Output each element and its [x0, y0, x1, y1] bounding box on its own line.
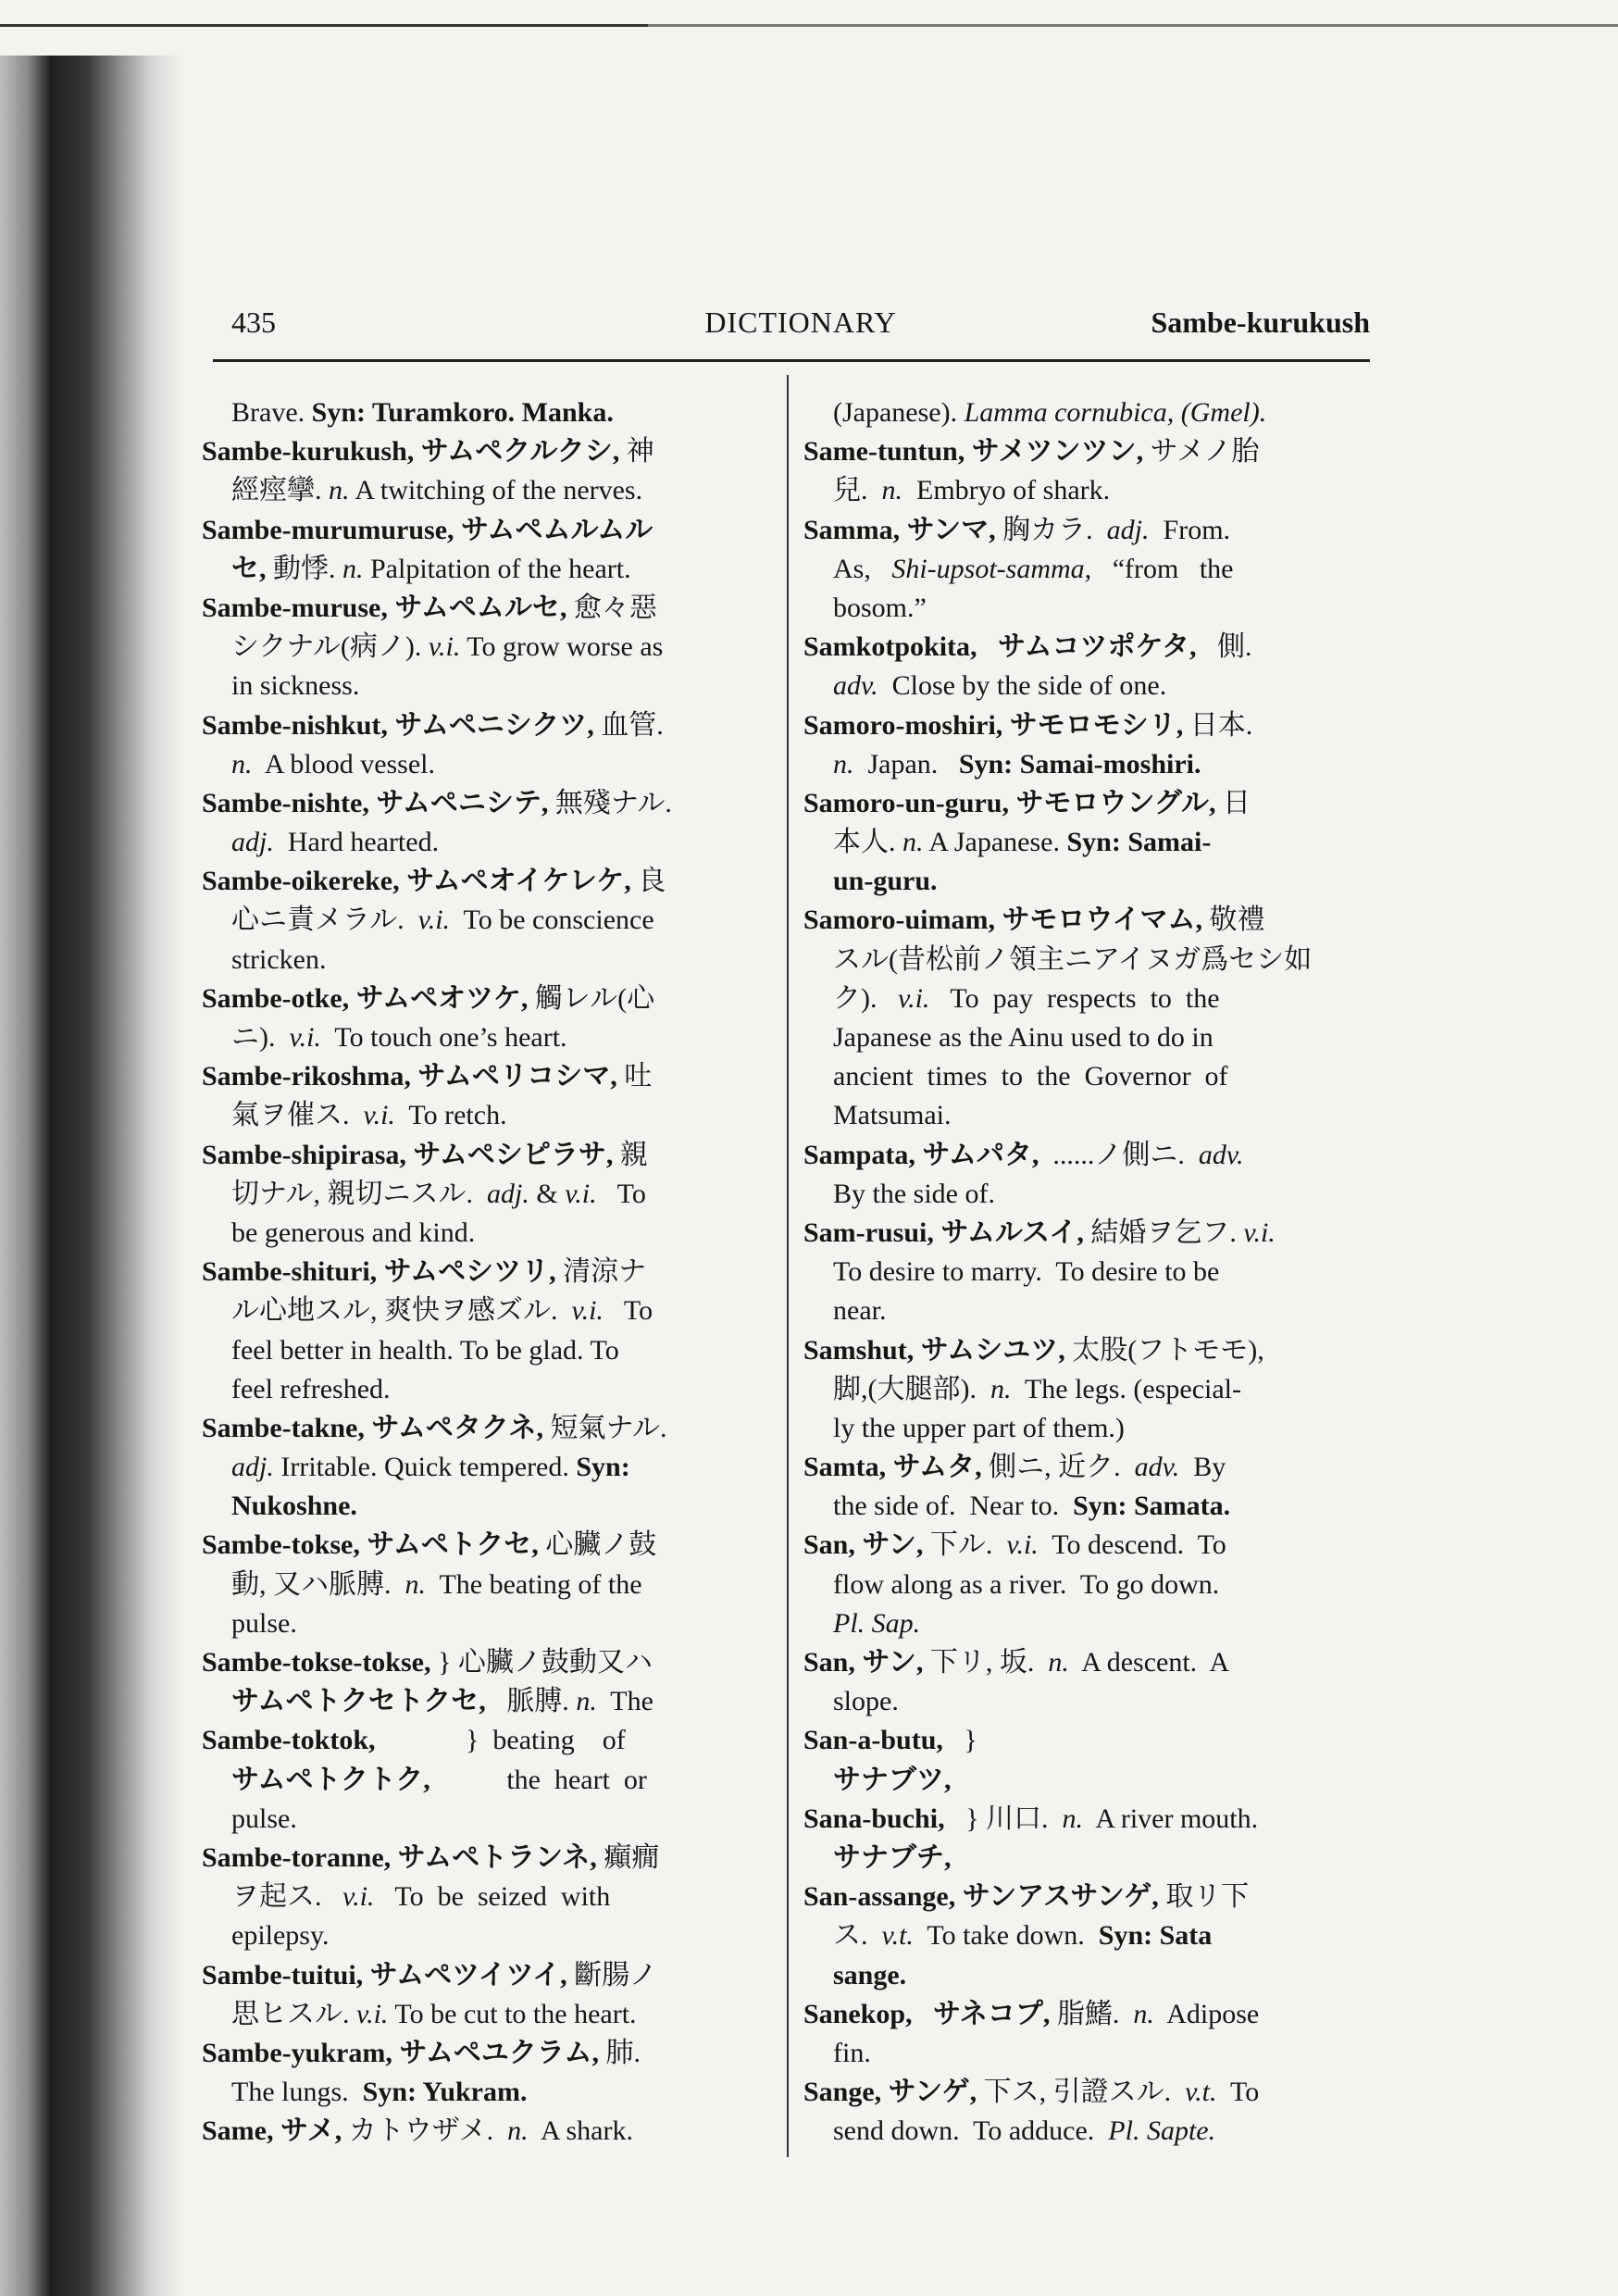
definition-text: A blood vessel. [252, 748, 436, 780]
headword-text: Sambe-tokse, サムペトクセ, [202, 1529, 546, 1561]
definition-text: 脚,(大腿部). [833, 1373, 990, 1404]
definition-text: epilepsy. [231, 1920, 330, 1952]
entry-headword-line [202, 1956, 776, 1995]
definition-text: 心ニ責メラル. [231, 905, 418, 936]
entry-continuation-line [803, 745, 1377, 784]
left-column [202, 393, 776, 2151]
grammar-label: v.i. [342, 1881, 375, 1913]
headword-text: サナブチ, [833, 1841, 952, 1873]
definition-text: By [1179, 1452, 1226, 1483]
grammar-label: v.i. [571, 1295, 604, 1327]
definition-text: Brave. [231, 397, 312, 428]
definition-text: The [596, 1686, 653, 1717]
definition-text: To pay respects to the [929, 982, 1220, 1014]
definition-text: the side of. Near to. [833, 1491, 1074, 1522]
definition-text: 切ナル, 親切ニスル. [231, 1178, 487, 1209]
definition-text: 吐 [624, 1061, 653, 1092]
entry-headword-line [202, 706, 776, 745]
entry-continuation-line [202, 1487, 776, 1526]
entry-continuation-line [202, 745, 776, 784]
definition-text: 觸レル(心 [534, 982, 655, 1014]
definition-text: ancient times to the Governor of [833, 1061, 1228, 1092]
entry-headword-line [202, 784, 776, 823]
headword-text: Sange, サンゲ, [803, 2077, 984, 2108]
grammar-label: Lamma cornubica, (Gmel). [964, 397, 1267, 428]
entry-headword-line [803, 1721, 1377, 1760]
headword-text: Sambe-kurukush, サムペクルクシ, [202, 436, 627, 468]
entry-headword-line [202, 589, 776, 628]
grammar-label: n. [1062, 1803, 1083, 1834]
entry-headword-line [202, 2034, 776, 2073]
entry-continuation-line [202, 823, 776, 862]
definition-text: 太股(フトモモ), [1072, 1334, 1264, 1366]
entry-continuation-line [803, 823, 1377, 862]
definition-text: Embryo of shark. [902, 475, 1111, 506]
definition-text: To desire to marry. To desire to be [833, 1256, 1220, 1288]
grammar-label: adv. [833, 670, 878, 702]
definition-text: カトウザメ. [348, 2115, 508, 2147]
entry-continuation-line [803, 1956, 1377, 1995]
grammar-label: adv. [1198, 1139, 1244, 1170]
definition-text: ル心地スル, 爽快ヲ感ズル. [231, 1295, 572, 1327]
grammar-label: v.i. [1006, 1529, 1039, 1561]
entry-headword-line [803, 1995, 1377, 2034]
entry-headword-line [202, 432, 776, 471]
grammar-label: n. [329, 475, 350, 506]
definition-text: To be seized with [374, 1881, 611, 1913]
definition-text: (Japanese). [833, 397, 965, 428]
definition-text: 癲癇 [604, 1841, 660, 1873]
definition-text: } 川口. [952, 1803, 1063, 1834]
headword-text: Nukoshne. [231, 1491, 357, 1522]
entry-continuation-line [803, 393, 1377, 432]
entry-continuation-line [803, 1018, 1377, 1057]
grammar-label: v.i. [1243, 1217, 1276, 1248]
entry-headword-line [803, 1878, 1377, 1916]
entry-continuation-line [202, 667, 776, 705]
headword-text: Sanekop, サネコプ, [803, 1998, 1057, 2029]
definition-text: send down. To adduce. [833, 2115, 1109, 2147]
definition-text: ly the upper part of them.) [833, 1412, 1125, 1443]
entry-headword-line [202, 1643, 776, 1682]
entry-headword-line [202, 1721, 776, 1760]
entry-headword-line [803, 1800, 1377, 1839]
entry-continuation-line [202, 1018, 776, 1057]
grammar-label: n. [989, 1373, 1012, 1404]
definition-text: 思ヒスル. [231, 1998, 356, 2029]
entry-headword-line [803, 1643, 1377, 1682]
entry-continuation-line [202, 471, 776, 510]
entry-continuation-line [202, 1604, 776, 1643]
header-rule [213, 359, 1370, 362]
definition-text: シクナル(病ノ). [231, 631, 429, 663]
headword-text: サナブツ, [833, 1764, 952, 1795]
definition-text: } [950, 1725, 977, 1756]
headword-text: Sambe-rikoshma, サムペリコシマ, [202, 1061, 625, 1092]
definition-text: 血管. [601, 709, 664, 741]
grammar-label: v.i. [363, 1100, 395, 1131]
headword-text: Sambe-takne, サムペタクネ, [202, 1412, 551, 1443]
column-divider [787, 375, 789, 2157]
grammar-label: v.i. [565, 1178, 597, 1209]
entry-continuation-line [803, 1604, 1377, 1643]
entry-continuation-line [202, 1682, 776, 1721]
definition-text: 良 [638, 866, 666, 897]
headword-text: sange. [833, 1959, 907, 1990]
grammar-label: Shi-upsot-samma, [891, 553, 1092, 584]
entry-continuation-line [803, 1292, 1377, 1330]
headword-text: San, サン, [803, 1647, 930, 1678]
headword-text: un-guru. [833, 866, 938, 897]
entry-continuation-line [803, 2112, 1377, 2151]
definition-text: 動, 又ハ脈膊. [231, 1568, 405, 1600]
headword-text: Syn: Yukram. [362, 2077, 528, 2108]
definition-text: 短氣ナル. [550, 1412, 667, 1443]
entry-continuation-line [202, 2073, 776, 2112]
headword-text: Samshut, サムシユツ, [803, 1334, 1073, 1366]
headword-text: Samta, サムタ, [803, 1452, 989, 1483]
grammar-label: adj. [231, 1452, 274, 1483]
grammar-label: n. [1133, 1998, 1154, 2029]
entry-continuation-line [803, 1566, 1377, 1604]
grammar-label: n. [902, 827, 924, 858]
definition-text: 胸カラ. [1002, 514, 1107, 545]
entry-continuation-line [202, 550, 776, 589]
definition-text: & [529, 1178, 566, 1209]
definition-text: 敬禮 [1209, 905, 1265, 936]
definition-text: To [1216, 2077, 1260, 2108]
definition-text: be generous and kind. [231, 1217, 476, 1248]
headword-text: Same-tuntun, サメツンツン, [803, 436, 1151, 468]
grammar-label: v.i. [356, 1998, 389, 2029]
definition-text: Irritable. Quick tempered. [273, 1452, 577, 1483]
definition-text: To [596, 1178, 646, 1209]
entry-continuation-line [803, 471, 1377, 510]
grammar-label: v.i. [428, 631, 461, 663]
definition-text: As, [833, 553, 892, 584]
definition-text: A Japanese. [923, 827, 1067, 858]
definition-text: 下ル. [929, 1529, 1007, 1561]
grammar-label: n. [342, 553, 364, 584]
entry-headword-line [803, 432, 1377, 471]
headword-text: Same, サメ, [202, 2115, 349, 2147]
grammar-label: adj. [231, 827, 274, 858]
definition-text: To retch. [394, 1100, 507, 1131]
entry-continuation-line [803, 1175, 1377, 1214]
headword-text: Sambe-tokse-tokse, [202, 1647, 438, 1678]
definition-text: 無殘ナル. [554, 787, 672, 818]
entry-headword-line [803, 2073, 1377, 2112]
definition-text: Hard hearted. [273, 827, 440, 858]
entry-continuation-line [202, 1096, 776, 1135]
headword-text: Sampata, サムパタ, [803, 1139, 1046, 1170]
entry-headword-line [202, 2112, 776, 2151]
entry-continuation-line [202, 628, 776, 667]
grammar-label: Pl. Sapte. [1108, 2115, 1216, 2147]
definition-text: To [603, 1295, 653, 1327]
entry-headword-line [803, 901, 1377, 940]
headword-text: San-assange, サンアスサンゲ, [803, 1881, 1166, 1913]
definition-text: Palpitation of the heart. [363, 553, 631, 584]
grammar-label: n. [404, 1568, 426, 1600]
entry-continuation-line [803, 980, 1377, 1018]
definition-text: 神 [626, 436, 654, 468]
definition-text: 肺. [605, 2037, 641, 2068]
entry-continuation-line [202, 1800, 776, 1839]
entry-headword-line [803, 1448, 1377, 1487]
definition-text: 取リ下 [1165, 1881, 1250, 1913]
page-number: 435 [231, 306, 276, 339]
headword-text: Samma, サンマ, [803, 514, 1003, 545]
definition-text: 氣ヲ催ス. [231, 1100, 364, 1131]
grammar-label: n. [833, 748, 854, 780]
grammar-label: v.i. [417, 905, 451, 936]
headword-text: Sam-rusui, サムルスイ, [803, 1217, 1091, 1248]
entry-headword-line [202, 1526, 776, 1565]
headword-text: Sambe-toktok, [202, 1725, 383, 1756]
headword-text: セ, [231, 553, 273, 584]
definition-text: ヲ起ス. [231, 1881, 342, 1913]
entry-continuation-line [202, 901, 776, 940]
headword-text: Syn: [576, 1452, 630, 1483]
headword-text: Sambe-otke, サムペオツケ, [202, 982, 535, 1014]
definition-text: ......ノ側ニ. [1045, 1139, 1199, 1170]
definition-text: To descend. To [1038, 1529, 1226, 1561]
grammar-label: v.i. [289, 1022, 321, 1053]
entry-headword-line [202, 1136, 776, 1175]
headword-text: Sambe-oikereke, サムペオイケレケ, [202, 866, 639, 897]
definition-text: To touch one’s heart. [320, 1022, 567, 1053]
headword-text: Syn: Sata [1098, 1920, 1213, 1952]
headword-text: Sambe-murumuruse, サムペムルムル [202, 514, 653, 545]
entry-continuation-line [803, 667, 1377, 705]
definition-text: To be conscience [450, 905, 654, 936]
definition-text: 經痙攣. [231, 475, 329, 506]
headword-text: Sambe-nishte, サムペニシテ, [202, 787, 555, 818]
entry-headword-line [803, 784, 1377, 823]
headword-text: Sambe-shituri, サムペシツリ, [202, 1256, 564, 1288]
headword-text: Sambe-toranne, サムペトランネ, [202, 1841, 604, 1873]
entry-headword-line [803, 1136, 1377, 1175]
headword-text: San-a-butu, [803, 1725, 951, 1756]
entry-continuation-line [803, 2034, 1377, 2073]
entry-continuation-line [803, 1839, 1377, 1878]
headword-text: Sana-buchi, [803, 1803, 952, 1834]
definition-text: 愈々惡 [573, 592, 657, 623]
entry-headword-line [202, 862, 776, 901]
definition-text: A shark. [528, 2115, 633, 2147]
right-column [803, 393, 1377, 2151]
entry-continuation-line [803, 1057, 1377, 1096]
headword-text: Sambe-muruse, サムペムルセ, [202, 592, 574, 623]
definition-text: 側. [1203, 631, 1252, 663]
entry-continuation-line [202, 1370, 776, 1409]
definition-text: 日 [1222, 787, 1251, 818]
definition-text: bosom.” [833, 592, 927, 623]
entry-headword-line [803, 1331, 1377, 1370]
grammar-label: n. [231, 748, 253, 780]
entry-continuation-line [803, 1682, 1377, 1721]
definition-text: 脈膊. [492, 1686, 577, 1717]
definition-text: near. [833, 1295, 887, 1327]
definition-text: stricken. [231, 943, 327, 975]
headword-text: Samoro-un-guru, サモロウングル, [803, 787, 1223, 818]
definition-text: feel better in health. To be glad. To [231, 1334, 619, 1366]
entry-headword-line [803, 1214, 1377, 1253]
headword-text: Samkotpokita, サムコツポケタ, [803, 631, 1204, 663]
definition-text: ス. [833, 1920, 882, 1952]
entry-continuation-line [202, 1878, 776, 1916]
running-title: DICTIONARY [704, 306, 897, 339]
entry-continuation-line [803, 1370, 1377, 1409]
entry-headword-line [803, 706, 1377, 745]
headword-text: サムペトクセトクセ, [231, 1686, 493, 1717]
definition-text: 親 [619, 1139, 648, 1170]
definition-text: ク). [833, 982, 898, 1014]
entry-continuation-line [803, 1487, 1377, 1526]
definition-text: 兒. [833, 475, 882, 506]
definition-text: Japanese as the Ainu used to do in [833, 1022, 1214, 1053]
entry-continuation-line [202, 1331, 776, 1370]
entry-continuation-line [202, 1916, 776, 1955]
definition-text: Close by the side of one. [877, 670, 1167, 702]
entry-continuation-line [202, 1292, 776, 1330]
headword-text: Samoro-uimam, サモロウイマム, [803, 905, 1210, 936]
definition-text: By the side of. [833, 1178, 995, 1209]
definition-text: 側ニ, 近ク. [989, 1452, 1135, 1483]
definition-text: } 心臟ノ鼓動又ハ [438, 1647, 653, 1678]
grammar-label: n. [1048, 1647, 1069, 1678]
headword-text: Sambe-nishkut, サムペニシクツ, [202, 709, 602, 741]
scan-top-rule [0, 24, 1618, 27]
grammar-label: n. [881, 475, 902, 506]
grammar-label: v.t. [881, 1920, 914, 1952]
definition-text: ニ). [231, 1022, 290, 1053]
definition-text: 下ス, 引證スル. [983, 2077, 1186, 2108]
entry-continuation-line [803, 1409, 1377, 1448]
headword-text: Sambe-shipirasa, サムペシピラサ, [202, 1139, 620, 1170]
definition-text: 脂鰭. [1056, 1998, 1134, 2029]
definition-text: Matsumai. [833, 1100, 952, 1131]
entry-headword-line [803, 628, 1377, 667]
grammar-label: v.t. [1185, 2077, 1217, 2108]
grammar-label: n. [507, 2115, 529, 2147]
entry-headword-line [202, 1409, 776, 1448]
definition-text: A descent. A [1068, 1647, 1230, 1678]
entry-continuation-line [803, 1916, 1377, 1955]
definition-text: fin. [833, 2037, 871, 2068]
entry-headword-line [803, 1526, 1377, 1565]
headword-text: Syn: Samai- [1066, 827, 1212, 858]
grammar-label: v.i. [898, 982, 930, 1014]
definition-text: To take down. [913, 1920, 1099, 1952]
grammar-label: adj. [487, 1178, 529, 1209]
entry-continuation-line [803, 550, 1377, 589]
entry-continuation-line [202, 1566, 776, 1604]
entry-continuation-line [202, 1214, 776, 1253]
definition-text: To grow worse as [460, 631, 664, 663]
entry-continuation-line [202, 1448, 776, 1487]
definition-text: pulse. [231, 1607, 297, 1639]
definition-text: スル(昔松前ノ領主ニアイヌガ爲セシ如 [833, 943, 1313, 975]
definition-text: 日本. [1189, 709, 1253, 741]
definition-text: “from the [1091, 553, 1234, 584]
entry-continuation-line [803, 941, 1377, 980]
guide-word: Sambe-kurukush [1151, 306, 1370, 339]
definition-text: 斷腸ノ [574, 1959, 658, 1990]
definition-text: Adipose [1153, 1998, 1260, 2029]
definition-text: The legs. (especial- [1011, 1373, 1241, 1404]
headword-text: Sambe-yukram, サムペユクラム, [202, 2037, 606, 2068]
headword-text: San, サン, [803, 1529, 930, 1561]
definition-text: 下リ, 坂. [929, 1647, 1049, 1678]
entry-headword-line [202, 511, 776, 550]
entry-continuation-line [202, 1995, 776, 2034]
entry-continuation-line [202, 941, 776, 980]
definition-text: The beating of the [426, 1568, 642, 1600]
book-spine-shadow [0, 56, 185, 2296]
definition-text: the heart or [437, 1764, 647, 1795]
grammar-label: adv. [1134, 1452, 1180, 1483]
headword-text: Sambe-tuitui, サムペツイツイ, [202, 1959, 575, 1990]
definition-text: feel refreshed. [231, 1373, 391, 1404]
entry-continuation-line [803, 1096, 1377, 1135]
definition-text: 動悸. [273, 553, 342, 584]
entry-continuation-line [803, 589, 1377, 628]
headword-text: Syn: Samata. [1073, 1491, 1231, 1522]
definition-text: 結婚ヲ乞フ. [1090, 1217, 1244, 1248]
entry-headword-line [803, 511, 1377, 550]
entry-headword-line [202, 1253, 776, 1292]
definition-text: pulse. [231, 1803, 297, 1834]
entry-continuation-line [202, 1175, 776, 1214]
definition-text: 清涼ナ [563, 1256, 647, 1288]
entry-continuation-line [803, 1253, 1377, 1292]
definition-text: The lungs. [231, 2077, 363, 2108]
entry-continuation-line [803, 862, 1377, 901]
definition-text: A river mouth. [1082, 1803, 1259, 1834]
entry-headword-line [202, 1839, 776, 1878]
definition-text: } beating of [382, 1725, 626, 1756]
headword-text: サムペトクトク, [231, 1764, 438, 1795]
entry-headword-line [202, 1057, 776, 1096]
definition-text: 心臟ノ鼓 [545, 1529, 657, 1561]
entry-continuation-line [202, 1761, 776, 1800]
headword-text: Samoro-moshiri, サモロモシリ, [803, 709, 1190, 741]
definition-text: 本人. [833, 827, 902, 858]
definition-text: Japan. [853, 748, 959, 780]
grammar-label: adj. [1106, 514, 1150, 545]
definition-text: To be cut to the heart. [388, 1998, 637, 2029]
page-header [231, 306, 1370, 352]
definition-text: サメノ胎 [1150, 436, 1260, 468]
entry-continuation-line [202, 393, 776, 432]
definition-text: in sickness. [231, 670, 360, 702]
grammar-label: n. [576, 1686, 597, 1717]
grammar-label: Pl. Sap. [833, 1607, 921, 1639]
headword-text: Syn: Turamkoro. Manka. [311, 397, 614, 428]
entry-headword-line [202, 980, 776, 1018]
definition-text: A twitching of the nerves. [349, 475, 643, 506]
definition-text: flow along as a river. To go down. [833, 1568, 1220, 1600]
definition-text: From. [1149, 514, 1231, 545]
definition-text: slope. [833, 1686, 899, 1717]
headword-text: Syn: Samai-moshiri. [958, 748, 1201, 780]
entry-continuation-line [803, 1761, 1377, 1800]
